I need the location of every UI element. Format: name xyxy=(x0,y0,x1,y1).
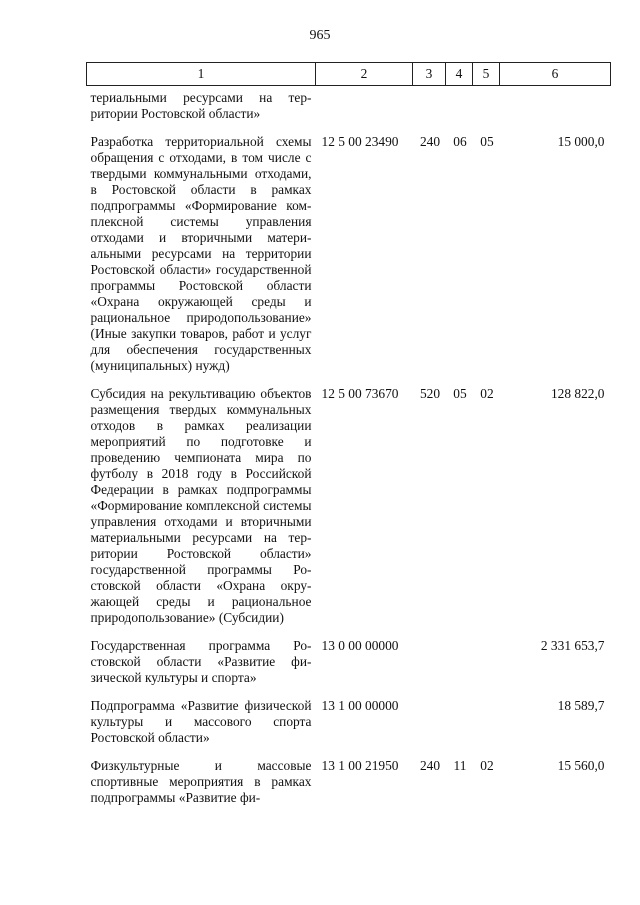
row-amount xyxy=(500,86,611,131)
row-code: 13 0 00 00000 xyxy=(321,638,399,653)
column-header: 6 xyxy=(500,63,611,86)
row-description: Физкультурные и массовые спортивные мероприятия в рамках подпрограммы «Развитие фи- xyxy=(90,758,312,805)
table-row xyxy=(87,382,611,634)
row-subsection: 05 xyxy=(480,134,494,149)
row-expense-type xyxy=(413,634,446,694)
row-subsection xyxy=(473,694,500,754)
row-amount: 15 000,0 xyxy=(557,134,605,149)
row-expense-type: 240 xyxy=(419,134,441,149)
row-code: 12 5 00 73670 xyxy=(321,386,399,401)
row-expense-type: 520 xyxy=(419,386,441,401)
row-code: 13 1 00 00000 xyxy=(321,698,399,713)
row-section: 11 xyxy=(453,758,467,773)
row-subsection: 02 xyxy=(480,758,494,773)
row-section: 05 xyxy=(453,386,467,401)
row-section xyxy=(446,634,473,694)
table-row xyxy=(87,86,611,131)
column-header: 5 xyxy=(473,63,500,86)
row-expense-type xyxy=(413,86,446,131)
row-subsection: 02 xyxy=(480,386,494,401)
row-subsection xyxy=(473,86,500,131)
row-amount: 15 560,0 xyxy=(557,758,605,773)
row-description: териальными ресурсами на территории Ростовской области» xyxy=(90,90,312,121)
row-description: Субсидия на рекультивацию объектов размещения твердых коммунальных отходов в рамках реализации мероприятий по подготовке и проведению чемпионата мира по футболу в 2018 году в Российской Федерации в рамках подпрограммы «Формирование комплексной системы управления отходами и вторичными материальными ресурсами на территории Ростовской области» государственной программы Ростовской области «Охрана окружающей среды и рациональное природопользование» (Субсидии) xyxy=(90,386,312,625)
row-section: 06 xyxy=(453,134,467,149)
row-code xyxy=(316,86,413,131)
row-amount: 2 331 653,7 xyxy=(540,638,605,653)
row-expense-type xyxy=(413,694,446,754)
column-header: 2 xyxy=(316,63,413,86)
row-description: Государственная программа Ростовской области «Развитие физической культуры и спорта» xyxy=(90,638,312,685)
table-row xyxy=(87,694,611,754)
column-header: 3 xyxy=(413,63,446,86)
row-code: 13 1 00 21950 xyxy=(321,758,399,773)
budget-table xyxy=(86,62,611,814)
column-header: 4 xyxy=(446,63,473,86)
page-number: 965 xyxy=(309,28,331,43)
table-header-row xyxy=(87,63,611,86)
row-section xyxy=(446,86,473,131)
column-header: 1 xyxy=(87,63,316,86)
row-description: Разработка территориальной схемы обращения с отходами, в том числе с твердыми коммунальными отходами, в Ростовской области в рамках подпрограммы «Формирование комплексной системы управления отходами и вторичными материальными ресурсами на территории Ростовской области» государственной программы Ростовской области «Охрана окружающей среды и рациональное природопользование» (Иные закупки товаров, работ и услуг для обеспечения государственных (муниципальных) нужд) xyxy=(90,134,312,373)
row-code: 12 5 00 23490 xyxy=(321,134,399,149)
row-expense-type: 240 xyxy=(419,758,441,773)
row-amount: 128 822,0 xyxy=(550,386,605,401)
table-row xyxy=(87,754,611,814)
table-row xyxy=(87,130,611,382)
row-amount: 18 589,7 xyxy=(557,698,605,713)
table-row xyxy=(87,634,611,694)
row-subsection xyxy=(473,634,500,694)
row-section xyxy=(446,694,473,754)
row-description: Подпрограмма «Развитие физической культуры и массового спорта Ростовской области» xyxy=(90,698,312,745)
